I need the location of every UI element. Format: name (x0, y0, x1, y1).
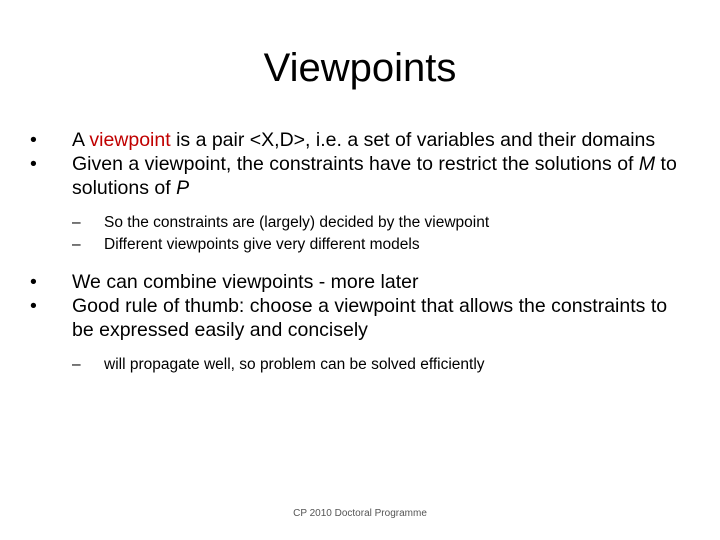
sub-bullet-text: Different viewpoints give very different models (104, 236, 420, 253)
sub-bullet-text: will propagate well, so problem can be solved efficiently (104, 356, 485, 373)
bullet-text: to solutions of (72, 153, 677, 199)
bullet-dot: • (30, 153, 37, 175)
bullet-dot: • (30, 271, 37, 293)
sub-bullet-dash: – (72, 236, 81, 253)
slide-footer: CP 2010 Doctoral Programme (293, 508, 427, 519)
slide-title: Viewpoints (263, 46, 457, 90)
bullet-dot: • (30, 129, 37, 151)
bullet-text: A (72, 129, 90, 151)
bullet-combine-viewpoints (30, 270, 680, 294)
sub-bullet-different-models (30, 234, 680, 256)
bullet-text: is a pair <X,D>, i.e. a set of variables and their domains (170, 129, 656, 151)
italic-variable: M (638, 153, 656, 175)
bullet-viewpoint-definition (30, 128, 680, 152)
sub-bullet-dash: – (72, 356, 81, 373)
bullet-text: Given a viewpoint, the constraints have to restrict the solutions of (72, 153, 639, 175)
sub-bullet-dash: – (72, 214, 81, 231)
highlighted-term: viewpoint (89, 129, 171, 151)
bullet-dot: • (30, 295, 37, 317)
italic-variable: P (176, 177, 190, 199)
bullet-constraints-restrict (30, 152, 680, 200)
sub-bullet-text: So the constraints are (largely) decided by the viewpoint (104, 214, 490, 231)
sub-bullet-propagate (30, 354, 680, 376)
sub-bullet-decided (30, 212, 680, 234)
bullet-text: Good rule of thumb: choose a viewpoint that allows the constraints to be expressed easily and concisely (72, 295, 668, 341)
bullet-text: We can combine viewpoints - more later (72, 271, 419, 293)
bullet-rule-of-thumb (30, 294, 680, 342)
slide-body (30, 128, 680, 376)
